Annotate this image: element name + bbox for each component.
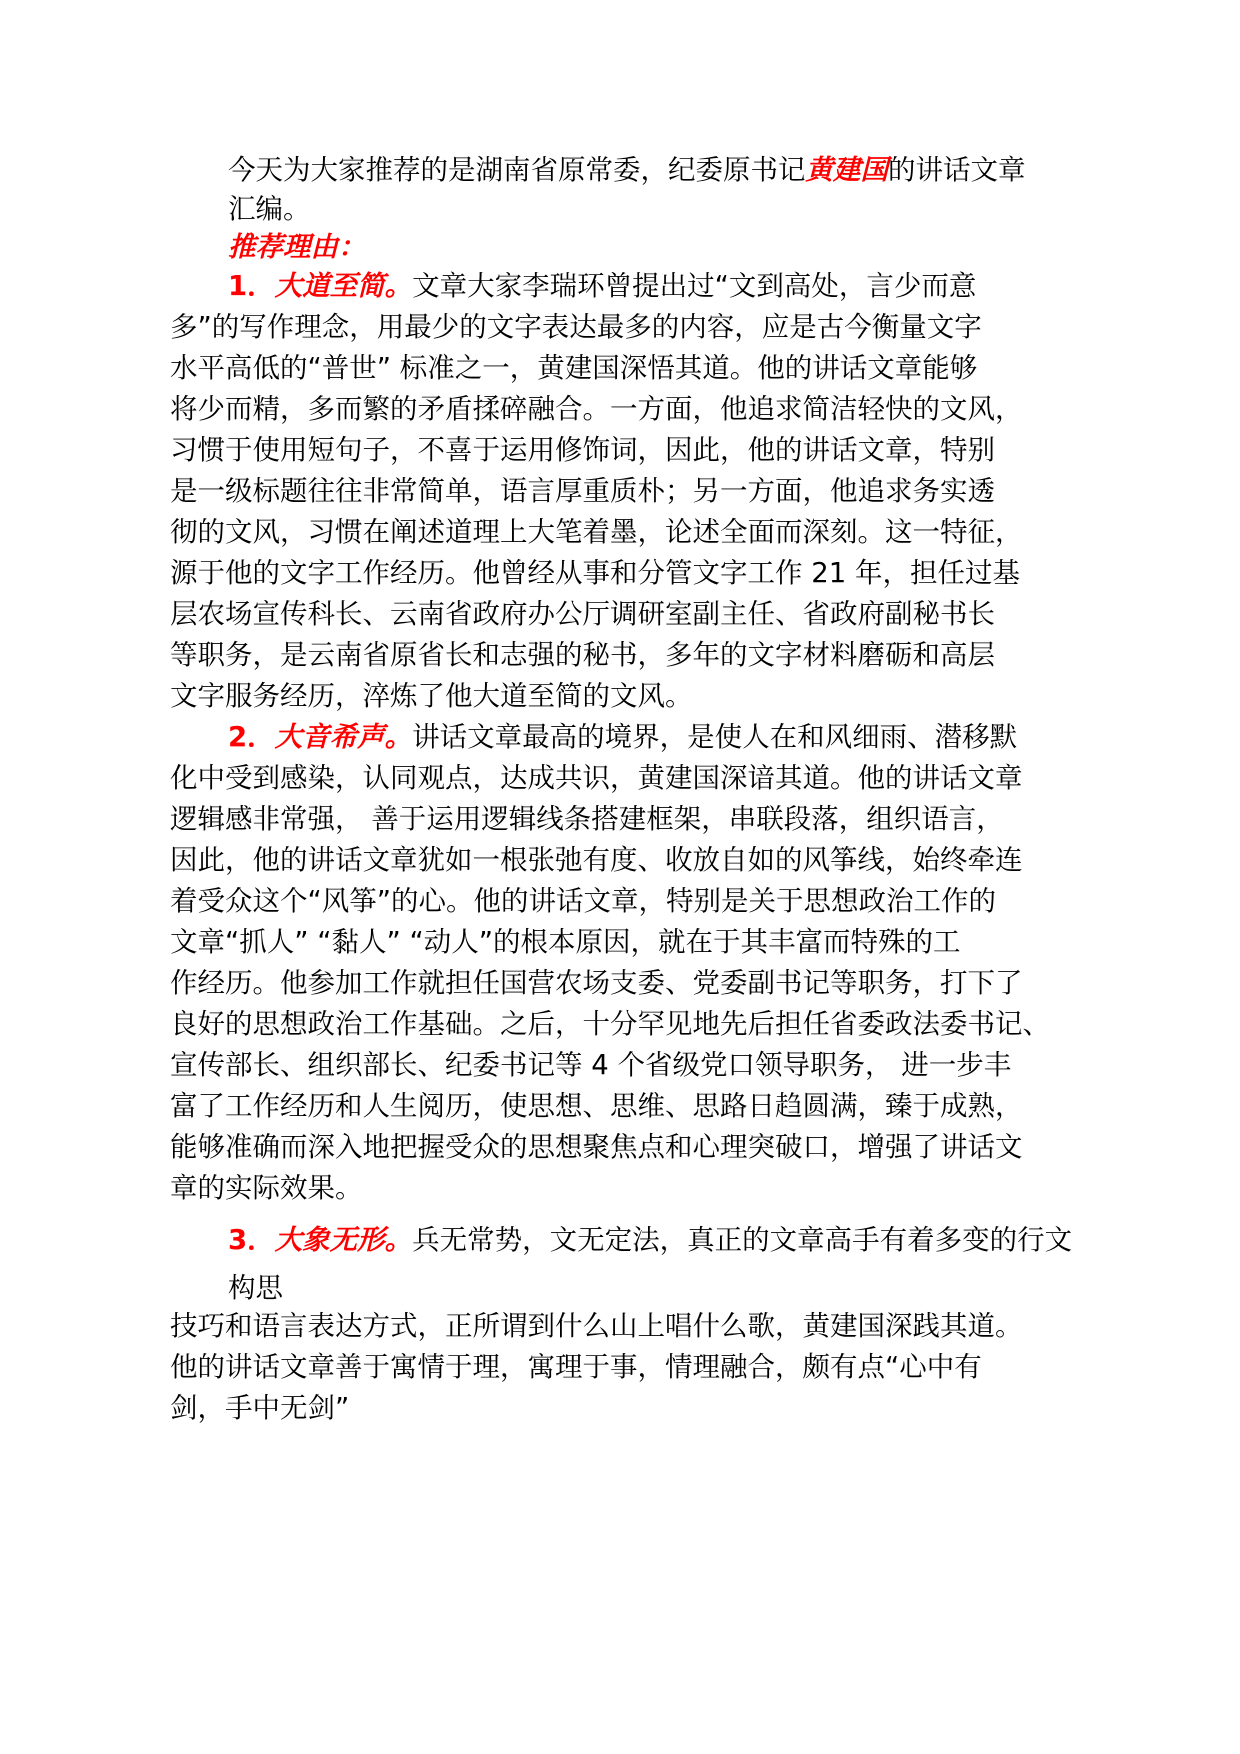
section-2-line: 作经历。他参加工作就担任国营农场支委、党委副书记等职务，打下了 — [170, 967, 1023, 999]
intro-line-1 — [228, 150, 1026, 190]
section-2-number: 2． — [228, 721, 275, 753]
section-1-line: 源于他的文字工作经历。他曾经从事和分管文字工作 21 年，担任过基 — [170, 557, 1020, 589]
section-2-line: 逻辑感非常强， 善于运用逻辑线条搭建框架，串联段落，组织语言， — [170, 803, 1004, 835]
section-3-title: 大象无形。 — [274, 1224, 413, 1256]
section-2-line: 化中受到感染，认同观点，达成共识，黄建国深谙其道。他的讲话文章 — [170, 762, 1023, 794]
section-1-line: 习惯于使用短句子，不喜于运用修饰词，因此，他的讲话文章，特别 — [170, 434, 995, 466]
section-2-line: 因此，他的讲话文章犹如一根张弛有度、收放自如的风筝线，始终牵连 — [170, 844, 1023, 876]
section-1-first-line — [228, 266, 976, 306]
section-3-line: 技巧和语言表达方式，正所谓到什么山上唱什么歌，黄建国深践其道。 — [170, 1310, 1023, 1342]
section-1-line: 等职务，是云南省原省长和志强的秘书，多年的文字材料磨砺和高层 — [170, 639, 995, 671]
section-2-line: 富了工作经历和人生阅历，使思想、思维、思路日趋圆满，臻于成熟， — [170, 1090, 1023, 1122]
highlighted-name: 黄建国 — [805, 154, 888, 186]
section-1-line: 多”的写作理念，用最少的文字表达最多的内容，应是古今衡量文字 — [170, 311, 982, 343]
section-1-line: 水平高低的“普世” 标准之一，黄建国深悟其道。他的讲话文章能够 — [170, 352, 978, 384]
section-3-line: 他的讲话文章善于寓情于理，寓理于事，情理融合，颇有点“心中有 — [170, 1351, 982, 1383]
section-1-line: 将少而精，多而繁的矛盾揉碎融合。一方面，他追求简洁轻快的文风， — [170, 393, 1023, 425]
section-1-line: 彻的文风，习惯在阐述道理上大笔着墨，论述全面而深刻。这一特征， — [170, 516, 1023, 548]
section-2-line: 良好的思想政治工作基础。之后，十分罕见地先后担任省委政法委书记、 — [170, 1008, 1050, 1040]
section-1-line: 层农场宣传科长、云南省政府办公厅调研室副主任、省政府副秘书长 — [170, 598, 995, 630]
section-2-line: 章的实际效果。 — [170, 1172, 363, 1204]
section-1-first-line-text: 文章大家李瑞环曾提出过“文到高处，言少而意 — [412, 270, 977, 302]
section-2-first-line-text: 讲话文章最高的境界，是使人在和风细雨、潜移默 — [412, 721, 1018, 753]
section-3-line: 剑，手中无剑” — [170, 1392, 350, 1424]
section-2-line: 宣传部长、组织部长、纪委书记等 4 个省级党口领导职务， 进一步丰 — [170, 1049, 1012, 1081]
section-1-line: 是一级标题往往非常简单，语言厚重质朴；另一方面，他追求务实透 — [170, 475, 995, 507]
section-2-first-line — [228, 717, 1017, 757]
section-3-number: 3． — [228, 1224, 275, 1256]
section-1-title: 大道至简。 — [274, 270, 413, 302]
reasons-heading: 推荐理由： — [228, 231, 366, 263]
section-2-line: 文章“抓人” “黏人” “动人”的根本原因，就在于其丰富而特殊的工 — [170, 926, 961, 958]
section-1-line: 文字服务经历，淬炼了他大道至简的文风。 — [170, 680, 693, 712]
intro-text-pre: 今天为大家推荐的是湖南省原常委，纪委原书记 — [228, 154, 806, 186]
section-2-line: 着受众这个“风筝”的心。他的讲话文章，特别是关于思想政治工作的 — [170, 885, 996, 917]
intro-text-post: 的讲话文章 — [888, 154, 1026, 186]
section-3-first-line — [228, 1220, 1072, 1260]
intro-line-2: 汇编。 — [228, 193, 311, 225]
section-2-title: 大音希声。 — [274, 721, 413, 753]
section-3-first-line-text: 兵无常势，文无定法，真正的文章高手有着多变的行文 — [412, 1224, 1073, 1256]
section-1-number: 1． — [228, 270, 275, 302]
section-3-line-2: 构思 — [228, 1272, 283, 1304]
section-2-line: 能够准确而深入地把握受众的思想聚焦点和心理突破口，增强了讲话文 — [170, 1131, 1023, 1163]
